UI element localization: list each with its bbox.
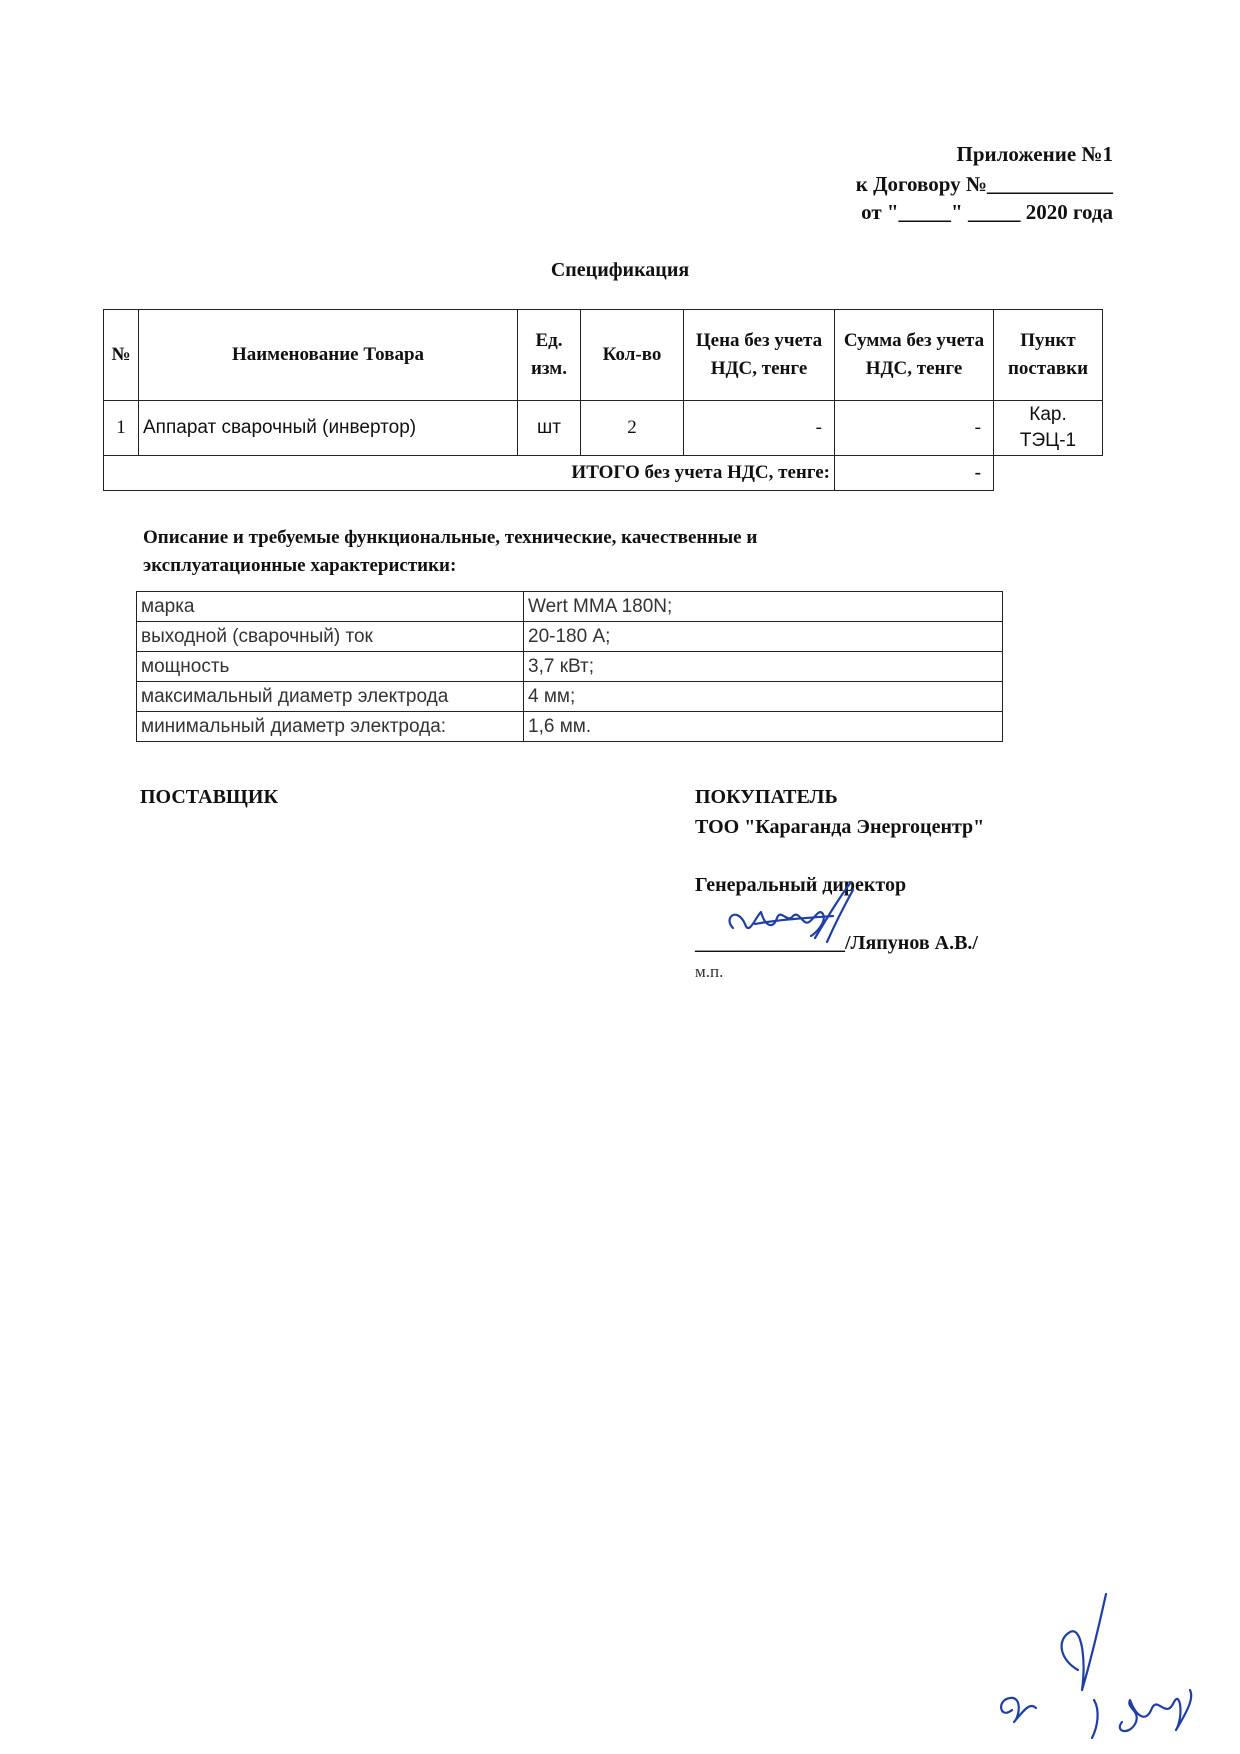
supplier-label: ПОСТАВЩИК: [140, 786, 278, 808]
cell-qty: 2: [581, 401, 684, 456]
contract-reference: к Договору №____________: [855, 172, 1113, 196]
total-label: ИТОГО без учета НДС, тенге:: [104, 456, 835, 491]
cell-unit: шт: [518, 401, 581, 456]
char-name: марка: [137, 592, 524, 622]
cell-price: -: [684, 401, 835, 456]
table-row: [137, 652, 1003, 682]
cell-number: 1: [104, 401, 139, 456]
col-header-unit: Ед. изм.: [518, 310, 581, 401]
col-header-price: Цена без учета НДС, тенге: [684, 310, 835, 401]
table-row: [137, 712, 1003, 742]
char-name: выходной (сварочный) ток: [137, 622, 524, 652]
appendix-number: Приложение №1: [956, 142, 1113, 166]
buyer-signature-line: _______________/Ляпунов А.В./: [695, 932, 978, 954]
char-value: 3,7 кВт;: [524, 652, 1003, 682]
total-empty-cell: [994, 456, 1103, 491]
description-heading: Описание и требуемые функциональные, технические, качественные и эксплуатационные характеристики:: [143, 527, 758, 576]
cell-sum: -: [835, 401, 994, 456]
buyer-position: Генеральный директор: [695, 874, 907, 896]
char-value: 1,6 мм.: [524, 712, 1003, 742]
contract-date: от "_____" _____ 2020 года: [861, 200, 1113, 224]
table-row: [104, 401, 1103, 456]
table-row: [137, 622, 1003, 652]
buyer-company: ТОО "Караганда Энергоцентр": [695, 816, 985, 838]
col-header-sum: Сумма без учета НДС, тенге: [835, 310, 994, 401]
col-header-qty: Кол-во: [581, 310, 684, 401]
col-header-name: Наименование Товара: [139, 310, 518, 401]
page-initials: [990, 1590, 1210, 1740]
director-signature: [715, 878, 865, 958]
total-row: [104, 456, 1103, 491]
cell-name: Аппарат сварочный (инвертор): [139, 401, 518, 456]
char-value: 20-180 А;: [524, 622, 1003, 652]
characteristics-table: [136, 591, 1003, 742]
buyer-label: ПОКУПАТЕЛЬ: [695, 786, 838, 808]
char-name: минимальный диаметр электрода:: [137, 712, 524, 742]
table-row: [137, 682, 1003, 712]
document-title: Спецификация: [550, 259, 690, 281]
table-header-row: [104, 310, 1103, 401]
cell-delivery: Кар. ТЭЦ-1: [994, 401, 1103, 456]
table-row: [137, 592, 1003, 622]
col-header-number: №: [104, 310, 139, 401]
specification-table: [103, 309, 1103, 491]
total-value: -: [835, 456, 994, 491]
char-value: Wert MMA 180N;: [524, 592, 1003, 622]
char-name: мощность: [137, 652, 524, 682]
char-value: 4 мм;: [524, 682, 1003, 712]
stamp-note: м.п.: [695, 962, 724, 981]
char-name: максимальный диаметр электрода: [137, 682, 524, 712]
col-header-delivery: Пункт поставки: [994, 310, 1103, 401]
